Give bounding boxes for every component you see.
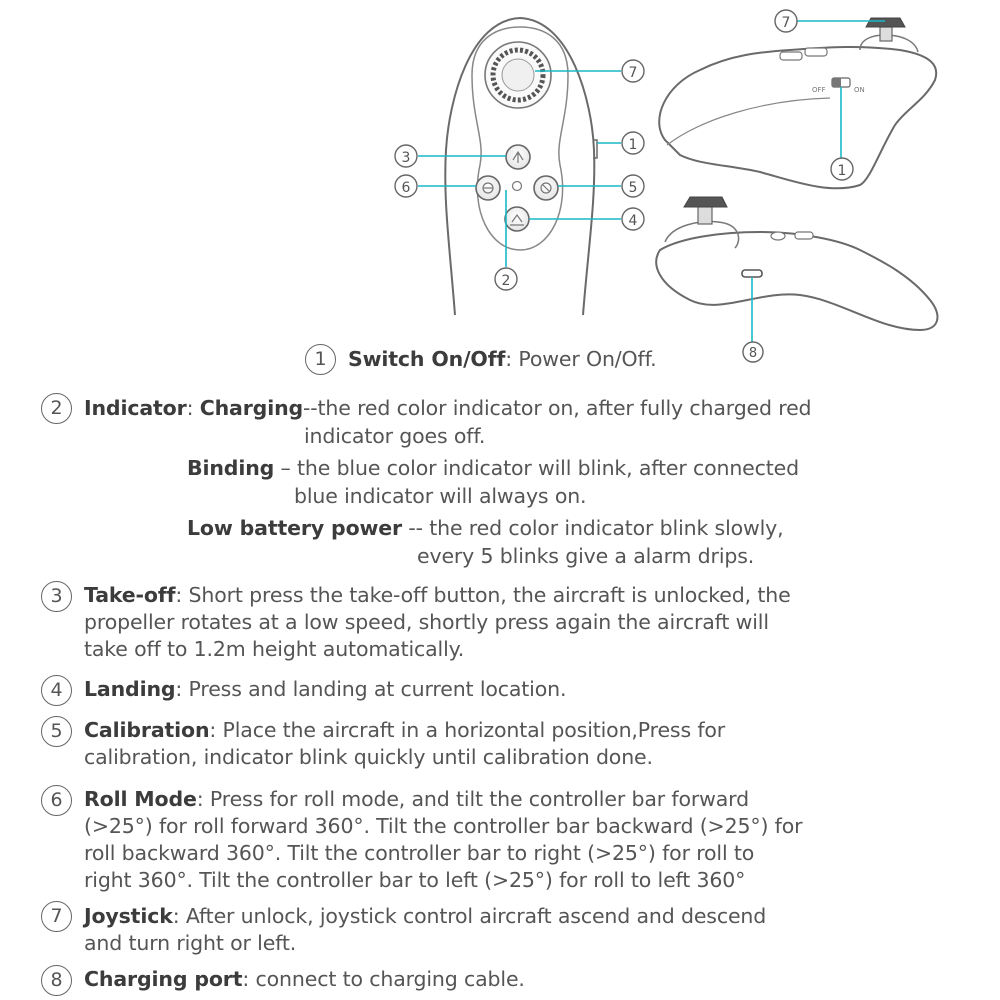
callout-1-side — [831, 158, 853, 180]
subitem-text: --the red color indicator on, after fully charged red — [303, 396, 812, 420]
callout-3-front — [395, 145, 417, 167]
svg-text:3: 3 — [401, 150, 411, 166]
landing-button-shape — [505, 207, 529, 231]
item-roll-mode-line2: (>25°) for roll forward 360°. Tilt the controller bar backward (>25°) for — [84, 814, 803, 838]
item-calibration — [84, 717, 725, 744]
callout-7-side — [775, 10, 797, 32]
svg-text:4: 4 — [628, 213, 638, 229]
switch-off-label: OFF — [812, 86, 826, 94]
svg-text:6: 6 — [401, 180, 411, 196]
item-joystick — [84, 903, 766, 930]
item-marker-5: 5 — [41, 716, 72, 747]
controller-front-view — [445, 18, 597, 315]
item-switch — [348, 346, 657, 373]
svg-text:1: 1 — [837, 163, 847, 179]
svg-text:7: 7 — [781, 15, 791, 31]
item-text: : connect to charging cable. — [242, 967, 525, 991]
item-binding-line2: blue indicator will always on. — [294, 484, 587, 508]
svg-text:8: 8 — [748, 346, 758, 361]
indicator-led-shape — [513, 182, 522, 191]
item-indicator-line2: indicator goes off. — [304, 424, 486, 448]
svg-text:7: 7 — [628, 65, 638, 81]
item-low-battery-line2: every 5 blinks give a alarm drips. — [417, 544, 755, 568]
item-marker-6: 6 — [41, 785, 72, 816]
callout-8-side — [743, 342, 763, 362]
item-calibration-line2: calibration, indicator blink quickly until calibration done. — [84, 745, 653, 769]
subitem-title: Low battery power — [187, 516, 403, 540]
item-low-battery — [187, 515, 784, 542]
item-title: Indicator — [84, 396, 187, 420]
item-text: : After unlock, joystick control aircraft ascend and descend — [172, 904, 767, 928]
item-marker-7: 7 — [41, 901, 72, 932]
subitem-title: Binding — [187, 456, 275, 480]
item-title: Landing — [84, 677, 176, 701]
item-takeoff — [84, 582, 791, 609]
subitem-text: – the blue color indicator will blink, after connected — [274, 456, 799, 480]
charging-port-shape — [742, 270, 762, 277]
item-charging-port — [84, 966, 525, 993]
item-indicator: Indicator: Charging--the red color indicator on, after fully charged red — [84, 396, 812, 420]
item-landing — [84, 676, 566, 703]
item-text: : Press and landing at current location. — [175, 677, 567, 701]
item-roll-mode-line3: roll backward 360°. Tilt the controller bar to right (>25°) for roll to — [84, 841, 755, 865]
subitem-text: -- the red color indicator blink slowly, — [402, 516, 784, 540]
switch-on-label: ON — [854, 86, 865, 94]
leader-lines-side-top — [797, 21, 885, 159]
item-title: Roll Mode — [84, 787, 197, 811]
item-text: : Press for roll mode, and tilt the controller bar forward — [196, 787, 749, 811]
item-text: : Short press the take-off button, the aircraft is unlocked, the — [175, 583, 791, 607]
item-roll-mode-line4: right 360°. Tilt the controller bar to left (>25°) for roll to left 360° — [84, 868, 746, 892]
item-roll-mode — [84, 786, 749, 813]
subitem-title: Charging — [199, 396, 304, 420]
item-text: : Place the aircraft in a horizontal position,Press for — [209, 718, 726, 742]
item-text: : Power On/Off. — [505, 347, 657, 371]
item-title: Charging port — [84, 967, 243, 991]
controller-side-view-bottom — [656, 197, 937, 330]
callout-5-front — [622, 175, 644, 197]
callout-7-front — [622, 60, 644, 82]
item-title: Switch On/Off — [348, 347, 506, 371]
svg-text:5: 5 — [628, 180, 638, 196]
item-title: Calibration — [84, 718, 210, 742]
callout-2-front — [495, 268, 517, 290]
svg-text:1: 1 — [628, 137, 638, 153]
item-marker-8: 8 — [41, 965, 72, 996]
item-takeoff-line2: propeller rotates at a low speed, shortly press again the aircraft will — [84, 610, 769, 634]
callout-1-front — [622, 132, 644, 154]
callout-4-front — [622, 208, 644, 230]
item-binding — [187, 455, 799, 482]
svg-text:2: 2 — [501, 273, 511, 289]
item-takeoff-line3: take off to 1.2m height automatically. — [84, 637, 465, 661]
item-title: Joystick — [84, 904, 173, 928]
item-joystick-line2: and turn right or left. — [84, 931, 297, 955]
item-marker-1: 1 — [305, 344, 336, 375]
callout-6-front — [395, 175, 417, 197]
item-marker-2: 2 — [41, 393, 72, 424]
item-title: Take-off — [84, 583, 176, 607]
controller-side-view-top — [659, 18, 936, 188]
item-marker-4: 4 — [41, 675, 72, 706]
item-marker-3: 3 — [41, 581, 72, 612]
